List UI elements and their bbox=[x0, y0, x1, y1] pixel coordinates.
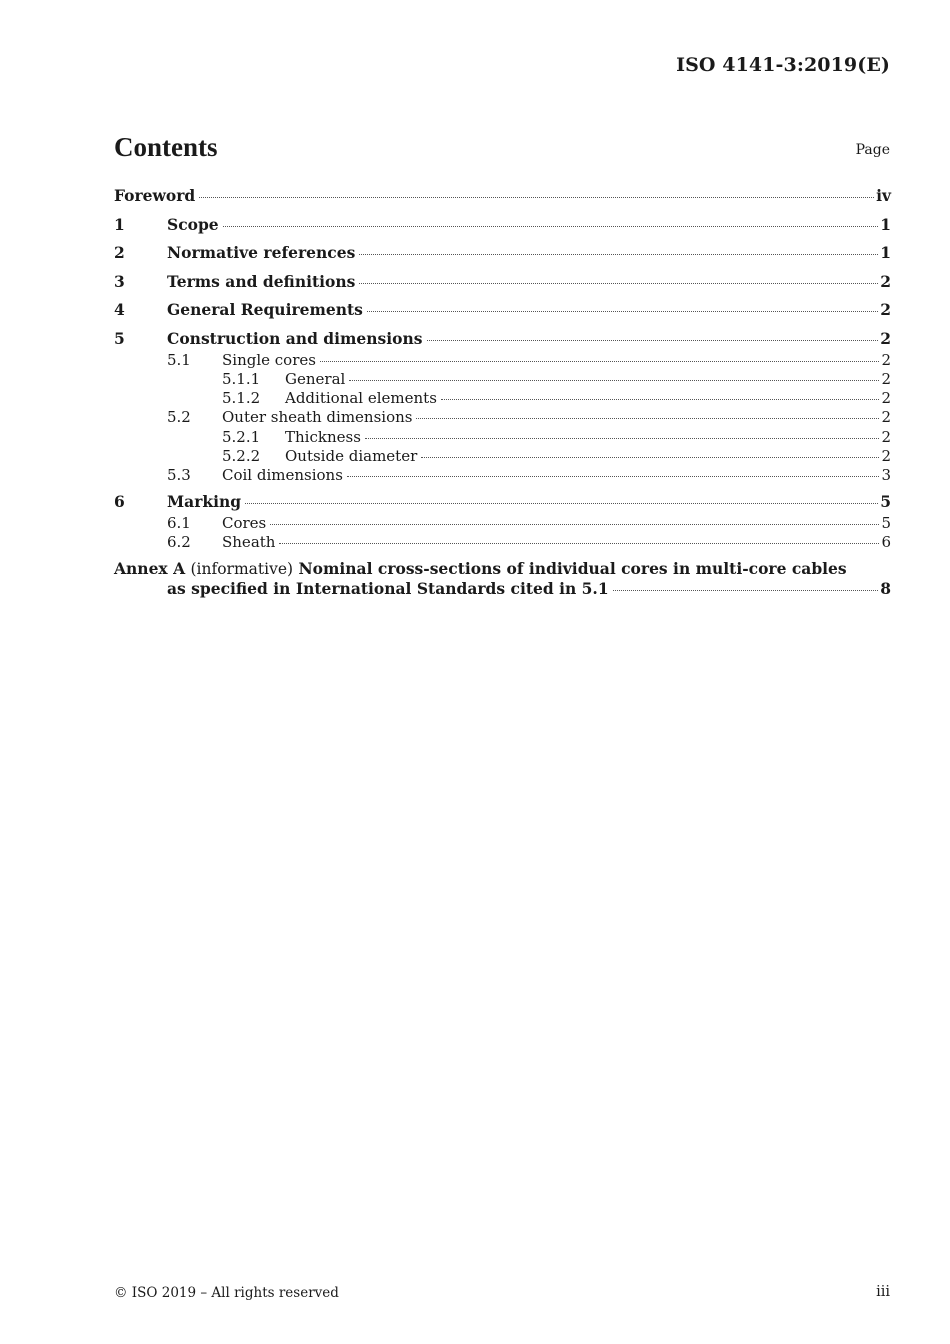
toc-entry-page: 5 bbox=[880, 492, 891, 512]
toc-entry-page: 1 bbox=[880, 243, 891, 262]
toc-entry-page: 2 bbox=[881, 350, 891, 369]
annex-label: Annex A bbox=[114, 558, 186, 578]
toc-entry-number: 5.1 bbox=[167, 350, 191, 369]
toc-entries bbox=[114, 186, 891, 553]
toc-entry-title: Sheath bbox=[222, 533, 276, 552]
toc-entry[interactable] bbox=[114, 466, 891, 485]
contents-heading: Contents bbox=[114, 132, 218, 162]
toc-entry-page: iv bbox=[876, 186, 891, 205]
toc-entry[interactable] bbox=[114, 370, 891, 389]
dot-leader bbox=[223, 226, 879, 227]
dot-leader bbox=[365, 438, 880, 439]
footer-page-number: iii bbox=[876, 1284, 890, 1300]
toc-entry-page: 2 bbox=[880, 300, 891, 319]
toc-entry-number: 5 bbox=[114, 328, 125, 348]
toc-entry[interactable] bbox=[114, 351, 891, 370]
dot-leader bbox=[349, 380, 879, 381]
toc-entry-number: 5.2.1 bbox=[222, 427, 261, 446]
dot-leader bbox=[320, 361, 879, 362]
toc-entry-number: 6 bbox=[114, 492, 125, 512]
toc-entry-page: 2 bbox=[881, 389, 891, 408]
toc-entry-title: Additional elements bbox=[285, 389, 437, 408]
footer-copyright: © ISO 2019 – All rights reserved bbox=[114, 1285, 339, 1301]
toc-entry-page: 2 bbox=[880, 328, 891, 348]
dot-leader bbox=[421, 457, 879, 458]
toc-entry-page: 2 bbox=[880, 271, 891, 291]
toc-entry[interactable] bbox=[114, 492, 891, 514]
page-column-label: Page bbox=[855, 142, 890, 158]
toc-entry-number: 5.2 bbox=[167, 408, 191, 427]
dot-leader bbox=[245, 503, 878, 504]
toc-entry[interactable] bbox=[114, 428, 891, 447]
toc-entry[interactable] bbox=[114, 272, 891, 294]
toc-entry-number: 6.1 bbox=[167, 514, 191, 533]
toc-entry-page: 5 bbox=[881, 514, 891, 533]
document-id: ISO 4141-3:2019(E) bbox=[676, 54, 890, 76]
toc-entry[interactable] bbox=[114, 186, 891, 208]
toc-entry[interactable] bbox=[114, 514, 891, 533]
annex-page-number: 8 bbox=[880, 578, 891, 598]
toc-entry[interactable] bbox=[114, 389, 891, 408]
dot-leader bbox=[199, 197, 874, 198]
dot-leader bbox=[441, 399, 880, 400]
toc-entry-number: 5.1.2 bbox=[222, 389, 261, 408]
dot-leader bbox=[347, 476, 880, 477]
toc-entry-number: 5.3 bbox=[167, 466, 191, 485]
toc-entry-title: Scope bbox=[167, 214, 219, 234]
toc-annex-entry[interactable] bbox=[114, 559, 891, 599]
annex-line-1 bbox=[114, 559, 891, 579]
toc-entry-page: 2 bbox=[881, 408, 891, 427]
toc-entry-number: 5.2.2 bbox=[222, 446, 261, 465]
toc-entry[interactable] bbox=[114, 243, 891, 265]
toc-entry-title: Construction and dimensions bbox=[167, 328, 423, 348]
toc-entry[interactable] bbox=[114, 300, 891, 322]
toc-entry-number: 6.2 bbox=[167, 533, 191, 552]
toc-entry-title: Foreword bbox=[114, 186, 196, 205]
table-of-contents bbox=[114, 186, 891, 599]
toc-entry-page: 3 bbox=[881, 466, 891, 485]
toc-entry[interactable] bbox=[114, 329, 891, 351]
toc-entry-page: 2 bbox=[881, 446, 891, 465]
annex-title-line-2: as specified in International Standards cited in 5.1 bbox=[167, 578, 609, 598]
toc-entry-number: 3 bbox=[114, 271, 125, 291]
toc-entry-page: 1 bbox=[880, 214, 891, 234]
toc-entry-number: 2 bbox=[114, 243, 125, 262]
toc-entry-number: 5.1.1 bbox=[222, 369, 261, 388]
toc-entry-title: Outer sheath dimensions bbox=[222, 408, 413, 427]
dot-leader bbox=[416, 418, 879, 419]
toc-entry-page: 2 bbox=[881, 369, 891, 388]
toc-entry-title: Thickness bbox=[285, 427, 361, 446]
toc-entry[interactable] bbox=[114, 447, 891, 466]
toc-entry-title: Cores bbox=[222, 514, 267, 533]
annex-informative: (informative) bbox=[190, 559, 294, 578]
toc-entry-number: 4 bbox=[114, 300, 125, 319]
toc-entry-page: 2 bbox=[881, 427, 891, 446]
toc-entry-title: Single cores bbox=[222, 350, 316, 369]
toc-entry-title: General Requirements bbox=[167, 300, 363, 319]
dot-leader bbox=[359, 283, 878, 284]
dot-leader bbox=[613, 590, 879, 591]
annex-line-2 bbox=[114, 579, 891, 599]
toc-entry-title: Coil dimensions bbox=[222, 466, 343, 485]
toc-entry-title: Normative references bbox=[167, 243, 356, 262]
toc-entry-page: 6 bbox=[881, 533, 891, 552]
dot-leader bbox=[367, 311, 878, 312]
toc-entry-title: Outside diameter bbox=[285, 446, 418, 465]
dot-leader bbox=[427, 340, 879, 341]
toc-entry[interactable] bbox=[114, 533, 891, 552]
toc-entry-number: 1 bbox=[114, 214, 125, 234]
toc-entry-title: Terms and definitions bbox=[167, 271, 356, 291]
toc-entry[interactable] bbox=[114, 408, 891, 427]
dot-leader bbox=[279, 543, 879, 544]
toc-entry-title: General bbox=[285, 369, 346, 388]
dot-leader bbox=[359, 254, 878, 255]
toc-entry[interactable] bbox=[114, 215, 891, 237]
annex-title-line-1: Nominal cross-sections of individual cores in multi-core cables bbox=[298, 558, 847, 578]
dot-leader bbox=[270, 524, 879, 525]
toc-entry-title: Marking bbox=[167, 492, 242, 512]
